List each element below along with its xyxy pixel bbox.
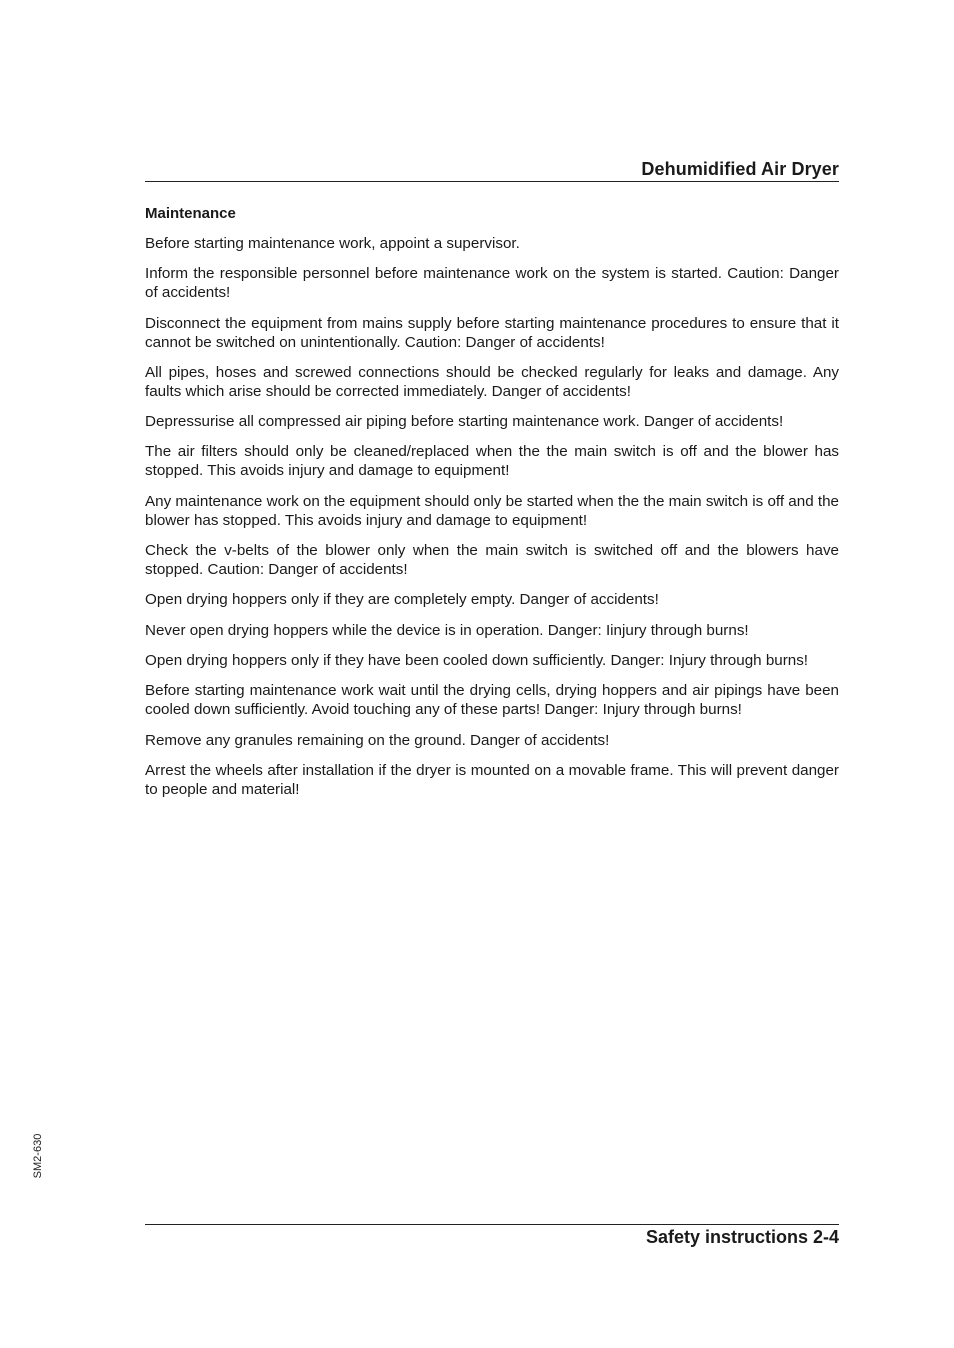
paragraph: Open drying hoppers only if they are completely empty. Danger of accidents! bbox=[145, 591, 659, 609]
paragraph: Disconnect the equipment from mains supply before starting maintenance procedures to ensure that it cannot be switched on unintentionally. Caution: Danger of accidents! bbox=[145, 314, 839, 351]
document-title: Dehumidified Air Dryer bbox=[641, 159, 839, 179]
paragraph: Before starting maintenance work, appoint a supervisor. bbox=[145, 235, 520, 252]
paragraph: Arrest the wheels after installation if the dryer is mounted on a movable frame. This will prevent danger to people and material! bbox=[145, 761, 839, 798]
content-area bbox=[145, 205, 839, 810]
paragraph: Never open drying hoppers while the device is in operation. Danger: Iinjury through burns! bbox=[145, 621, 749, 639]
footer-rule bbox=[145, 1224, 839, 1225]
paragraph: Remove any granules remaining on the ground. Danger of accidents! bbox=[145, 731, 610, 749]
paragraph: Any maintenance work on the equipment should only be started when the the main switch is off and the blower has stopped. This avoids injury and damage to equipment! bbox=[145, 492, 839, 529]
document-code: SM2-630 bbox=[32, 1133, 44, 1179]
paragraph: The air filters should only be cleaned/replaced when the the main switch is off and the blower has stopped. This avoids injury and damage to equipment! bbox=[145, 443, 839, 480]
header-rule bbox=[145, 181, 839, 182]
paragraph: Depressurise all compressed air piping before starting maintenance work. Danger of accidents! bbox=[145, 413, 784, 431]
section-title: Maintenance bbox=[145, 205, 236, 222]
paragraph: Open drying hoppers only if they have been cooled down sufficiently. Danger: Injury through burns! bbox=[145, 651, 809, 669]
paragraph: Check the v-belts of the blower only when the main switch is switched off and the blowers have stopped. Caution: Danger of accidents! bbox=[145, 542, 839, 579]
paragraph: Inform the responsible personnel before maintenance work on the system is started. Caution: Danger of accidents! bbox=[145, 265, 839, 302]
paragraph: All pipes, hoses and screwed connections should be checked regularly for leaks and damage. Any faults which arise should be corrected immediately. Danger of accidents! bbox=[145, 363, 839, 400]
footer-title: Safety instructions 2-4 bbox=[645, 1227, 839, 1247]
paragraph: Before starting maintenance work wait until the drying cells, drying hoppers and air pipings have been cooled down sufficiently. Avoid touching any of these parts! Danger: Injury through burns! bbox=[145, 682, 839, 719]
